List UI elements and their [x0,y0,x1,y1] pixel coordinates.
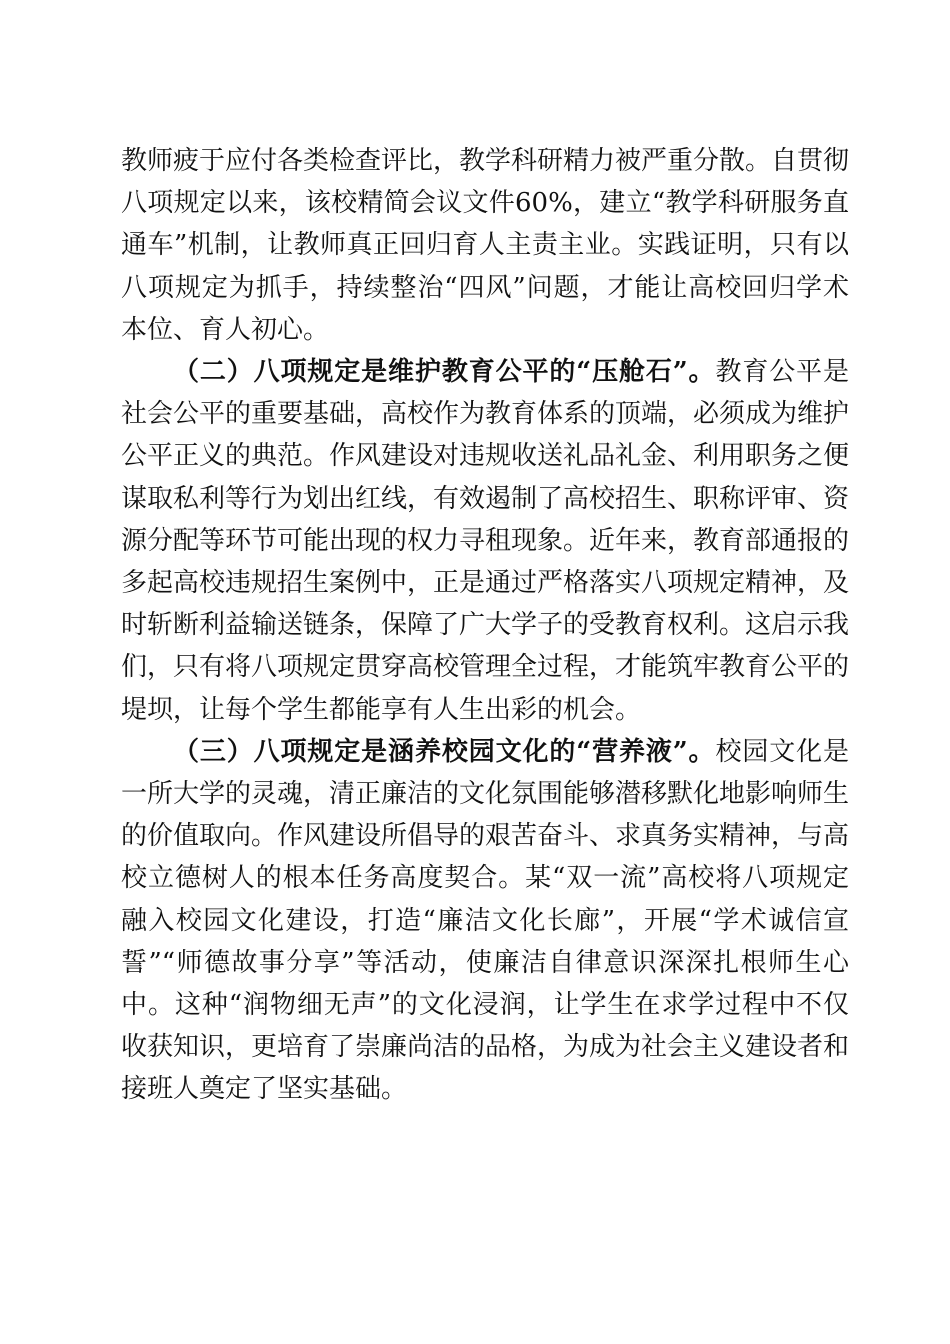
paragraph-section-3 [121,731,849,1111]
section-heading: （二）八项规定是维护教育公平的“压舱石”。 [173,357,716,388]
paragraph-text: 校园文化是一所大学的灵魂，清正廉洁的文化氛围能够潜移默化地影响师生的价值取向。作风建设所倡导的艰苦奋斗、求真务实精神，与高校立德树人的根本任务高度契合。某“双一流”高校将八项规定融入校园文化建设，打造“廉洁文化长廊”，开展“学术诚信宣誓”“师德故事分享”等活动，使廉洁自律意识深深扎根师生心中。这种“润物细无声”的文化浸润，让学生在求学过程中不仅收获知识，更培育了崇廉尚洁的品格，为成为社会主义建设者和接班人奠定了坚实基础。 [121,736,850,1105]
paragraph-section-2 [121,351,849,731]
document-body [121,140,849,1111]
paragraph-text: 教师疲于应付各类检查评比，教学科研精力被严重分散。自贯彻八项规定以来，该校精简会议文件60%，建立“教学科研服务直通车”机制，让教师真正回归育人主责主业。实践证明，只有以八项规定为抓手，持续整治“四风”问题，才能让高校回归学术本位、育人初心。 [121,146,850,345]
paragraph-continuation [121,140,849,351]
paragraph-text: 教育公平是社会公平的重要基础，高校作为教育体系的顶端，必须成为维护公平正义的典范。作风建设对违规收送礼品礼金、利用职务之便谋取私利等行为划出红线，有效遏制了高校招生、职称评审、资源分配等环节可能出现的权力寻租现象。近年来，教育部通报的多起高校违规招生案例中，正是通过严格落实八项规定精神，及时斩断利益输送链条，保障了广大学子的受教育权利。这启示我们，只有将八项规定贯穿高校管理全过程，才能筑牢教育公平的堤坝，让每个学生都能享有人生出彩的机会。 [121,357,850,725]
section-heading: （三）八项规定是涵养校园文化的“营养液”。 [173,736,716,767]
